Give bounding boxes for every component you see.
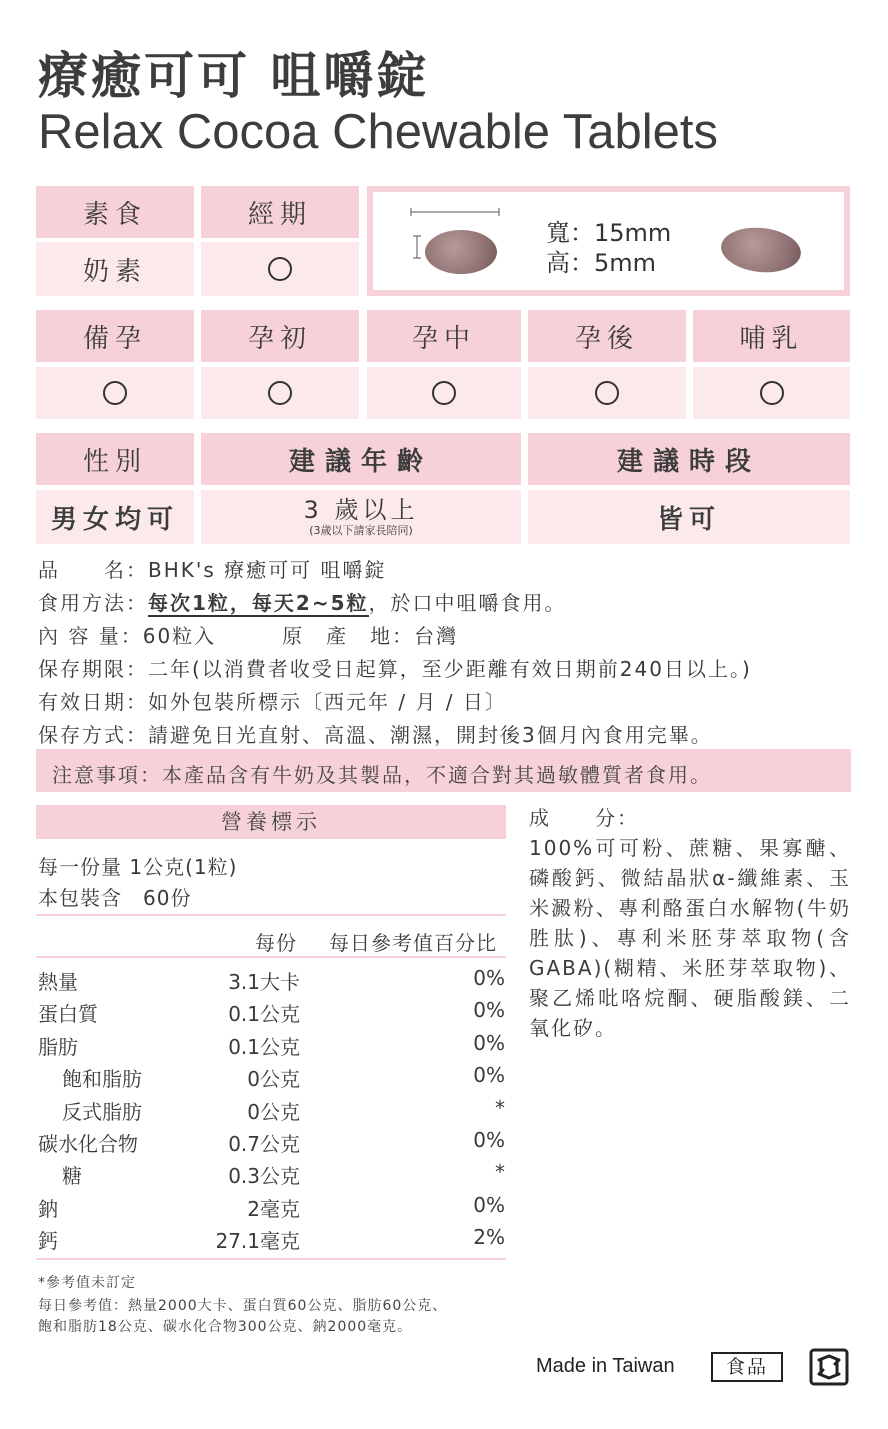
nutrition-row-pct: 0% (473, 1031, 505, 1055)
product-title-en: Relax Cocoa Chewable Tablets (38, 105, 719, 159)
made-in-label: Made in Taiwan (536, 1355, 675, 1377)
nutrition-col-pct: 每日參考值百分比 (329, 931, 497, 955)
tablet-height: 高：5mm (546, 249, 657, 277)
ingredients-text: 100%可可粉、蔗糖、果寡醣、磷酸鈣、微結晶狀α-纖維素、玉米澱粉、專利酪蛋白水解物(牛奶胜肽)、專利米胚芽萃取物(含GABA)(糊精、米胚芽萃取物)、聚乙烯吡咯烷酮、硬脂酸鎂、二氧化矽。 (529, 836, 851, 1040)
nutrition-row-label: 飽和脂肪 (62, 1067, 142, 1091)
nutrition-row-amount: 0.3公克 (228, 1164, 300, 1188)
nutrition-reference-2: 飽和脂肪18公克、碳水化合物300公克、鈉2000毫克。 (38, 1319, 413, 1335)
tablet-side-image (719, 224, 803, 276)
tablet-top-image (425, 230, 497, 274)
tablet-width: 寬：15mm (546, 219, 672, 247)
pregnancy-header-late: 孕後 (528, 310, 686, 362)
nutrition-row-label: 脂肪 (38, 1035, 78, 1059)
info-shelf-life: 保存期限：二年(以消費者收受日起算，至少距離有效日期前240日以上。) (38, 657, 752, 681)
nutrition-row-label: 反式脂肪 (62, 1100, 142, 1124)
tablet-size-panel (367, 186, 850, 296)
nutrition-serving: 每一份量 1公克(1粒) (38, 855, 238, 879)
time-value: 皆可 (528, 490, 850, 544)
pregnancy-value-early (201, 367, 359, 419)
nutrition-row-pct: 0% (473, 966, 505, 990)
info-expiry: 有效日期：如外包裝所標示〔西元年 / 月 / 日〕 (38, 690, 507, 714)
pregnancy-header-prep: 備孕 (36, 310, 194, 362)
vegetarian-value: 奶素 (36, 242, 194, 296)
vegetarian-label: 素食 (36, 186, 194, 238)
period-value (201, 242, 359, 296)
nutrition-row-amount: 3.1大卡 (228, 970, 300, 994)
gender-label: 性別 (36, 433, 194, 485)
food-badge: 食品 (711, 1352, 783, 1382)
divider (36, 956, 506, 958)
pregnancy-header-early: 孕初 (201, 310, 359, 362)
nutrition-row-label: 碳水化合物 (38, 1132, 138, 1156)
divider (36, 1258, 506, 1260)
age-label: 建議年齡 (201, 433, 521, 485)
age-note: (3歲以下請家長陪同) (309, 524, 413, 537)
circle-icon (268, 381, 292, 405)
divider (36, 914, 506, 916)
nutrition-footnote: *參考值未訂定 (38, 1275, 136, 1291)
nutrition-row-amount: 27.1毫克 (215, 1229, 300, 1253)
pregnancy-value-mid (367, 367, 521, 419)
nutrition-row-label: 熱量 (38, 970, 78, 994)
nutrition-row-amount: 0公克 (247, 1067, 300, 1091)
nutrition-row-pct: * (495, 1160, 505, 1184)
info-storage: 保存方式：請避免日光直射、高溫、潮濕，開封後3個月內食用完畢。 (38, 723, 713, 747)
nutrition-row-label: 蛋白質 (38, 1002, 98, 1026)
nutrition-row-label: 鈉 (38, 1197, 58, 1221)
nutrition-row-amount: 0.1公克 (228, 1035, 300, 1059)
nutrition-row-amount: 0公克 (247, 1100, 300, 1124)
ingredients-label: 成 分： (529, 806, 639, 830)
nutrition-row-pct: 0% (473, 998, 505, 1022)
product-title-zh: 療癒可可 咀嚼錠 (38, 47, 430, 105)
nutrition-title: 營養標示 (36, 805, 506, 839)
nutrition-row-label: 糖 (62, 1164, 82, 1188)
nutrition-row-pct: 0% (473, 1128, 505, 1152)
nutrition-reference: 每日參考值：熱量2000大卡、蛋白質60公克、脂肪60公克、 (38, 1298, 448, 1314)
circle-icon (103, 381, 127, 405)
time-label: 建議時段 (528, 433, 850, 485)
info-usage: 食用方法：每次1粒，每天2~5粒，於口中咀嚼食用。 (38, 591, 567, 615)
nutrition-row-amount: 2毫克 (247, 1197, 300, 1221)
nutrition-row-amount: 0.7公克 (228, 1132, 300, 1156)
nutrition-row-pct: 0% (473, 1063, 505, 1087)
nutrition-row-pct: 2% (473, 1225, 505, 1249)
circle-icon (268, 257, 292, 281)
period-label: 經期 (201, 186, 359, 238)
ingredients (529, 803, 851, 1043)
info-content: 內 容 量：60粒入 原 產 地：台灣 (38, 624, 459, 648)
nutrition-row-pct: 0% (473, 1193, 505, 1217)
pregnancy-header-nursing: 哺乳 (693, 310, 850, 362)
circle-icon (432, 381, 456, 405)
circle-icon (595, 381, 619, 405)
nutrition-row-pct: * (495, 1096, 505, 1120)
pregnancy-header-mid: 孕中 (367, 310, 521, 362)
circle-icon (760, 381, 784, 405)
gender-value: 男女均可 (36, 490, 194, 544)
nutrition-row-label: 鈣 (38, 1229, 58, 1253)
nutrition-col-per: 每份 (255, 931, 297, 955)
nutrition-servings: 本包裝含 60份 (38, 886, 192, 910)
recycle-icon (809, 1348, 849, 1386)
nutrition-row-amount: 0.1公克 (228, 1002, 300, 1026)
info-name: 品 名：BHK's 療癒可可 咀嚼錠 (38, 558, 387, 582)
pregnancy-value-prep (36, 367, 194, 419)
pregnancy-value-late (528, 367, 686, 419)
age-value: 3 歲以上 (3歲以下請家長陪同) (201, 490, 521, 544)
notice-bar: 注意事項：本產品含有牛奶及其製品，不適合對其過敏體質者食用。 (36, 749, 851, 792)
pregnancy-value-nursing (693, 367, 850, 419)
